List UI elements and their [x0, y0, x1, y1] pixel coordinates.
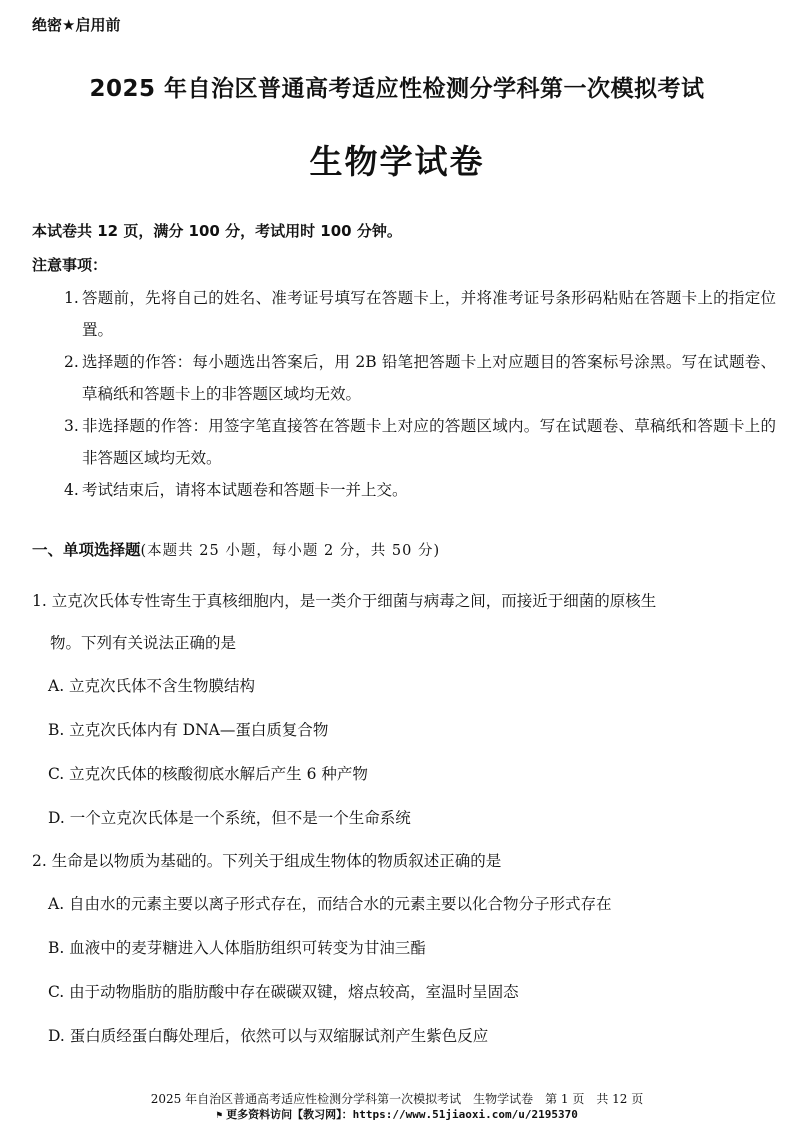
option-a: A. 立克次氏体不含生物膜结构 — [48, 677, 256, 695]
source-link-line[interactable] — [0, 1106, 794, 1122]
option-a: A. 自由水的元素主要以离子形式存在，而结合水的元素主要以化合物分子形式存在 — [48, 895, 612, 913]
notice-text: 考试结束后，请将本试题卷和答题卡一并上交。 — [82, 481, 408, 499]
exam-info: 本试卷共 12 页，满分 100 分，考试用时 100 分钟。 — [32, 222, 402, 240]
question-stem-line: 2. 生命是以物质为基础的。下列关于组成生物体的物质叙述正确的是 — [32, 852, 502, 870]
exam-subject: 生物学试卷 — [309, 142, 485, 181]
notice-list — [64, 282, 776, 506]
exam-title: 2025 年自治区普通高考适应性检测分学科第一次模拟考试 — [89, 76, 705, 102]
notice-text: 选择题的作答：每小题选出答案后，用 2B 铅笔把答题卡上对应题目的答案标号涂黑。写在试题卷、草稿纸和答题卡上的非答题区域均无效。 — [82, 353, 776, 403]
question-stem-line: 物。下列有关说法正确的是 — [50, 634, 237, 652]
confidential-label: 绝密★启用前 — [32, 16, 121, 34]
section-note: (本题共 25 小题，每小题 2 分，共 50 分) — [140, 543, 441, 559]
notice-item — [64, 282, 776, 346]
notice-text: 非选择题的作答：用签字笔直接答在答题卡上对应的答题区域内。写在试题卷、草稿纸和答题卡上的非答题区域均无效。 — [82, 417, 776, 467]
notice-number: 3. — [64, 417, 79, 435]
question-stem-line: 1. 立克次氏体专性寄生于真核细胞内，是一类介于细菌与病毒之间，而接近于细菌的原核生 — [32, 592, 657, 610]
notice-item — [64, 346, 776, 410]
notice-number: 2. — [64, 353, 79, 371]
option-b: B. 血液中的麦芽糖进入人体脂肪组织可转变为甘油三酯 — [48, 939, 426, 957]
question-list — [32, 580, 772, 1058]
option-c: C. 由于动物脂肪的脂肪酸中存在碳碳双键，熔点较高，室温时呈固态 — [48, 983, 519, 1001]
section-heading — [32, 538, 440, 560]
question-2 — [32, 840, 772, 1058]
source-link[interactable]: 更多资料访问【教习网】：https://www.51jiaoxi.com/u/2195370 — [226, 1108, 578, 1121]
notice-number: 1. — [64, 289, 79, 307]
question-1 — [32, 580, 772, 840]
notice-item — [64, 410, 776, 474]
question-stem — [32, 840, 772, 882]
option-c: C. 立克次氏体的核酸彻底水解后产生 6 种产物 — [48, 765, 368, 783]
section-label: 一、单项选择题 — [32, 541, 141, 559]
option-d: D. 蛋白质经蛋白酶处理后，依然可以与双缩脲试剂产生紫色反应 — [48, 1027, 489, 1045]
notice-item — [64, 474, 776, 506]
page-footer: 2025 年自治区普通高考适应性检测分学科第一次模拟考试 生物学试卷 第 1 页 共 12 页 — [150, 1092, 644, 1106]
notice-number: 4. — [64, 481, 79, 499]
notice-text: 答题前，先将自己的姓名、准考证号填写在答题卡上，并将准考证号条形码粘贴在答题卡上的指定位置。 — [82, 289, 776, 339]
flag-icon: ⚑ — [216, 1110, 223, 1121]
notice-heading: 注意事项： — [32, 256, 108, 274]
question-stem — [32, 580, 772, 664]
option-d: D. 一个立克次氏体是一个系统，但不是一个生命系统 — [48, 809, 411, 827]
option-b: B. 立克次氏体内有 DNA—蛋白质复合物 — [48, 721, 329, 739]
